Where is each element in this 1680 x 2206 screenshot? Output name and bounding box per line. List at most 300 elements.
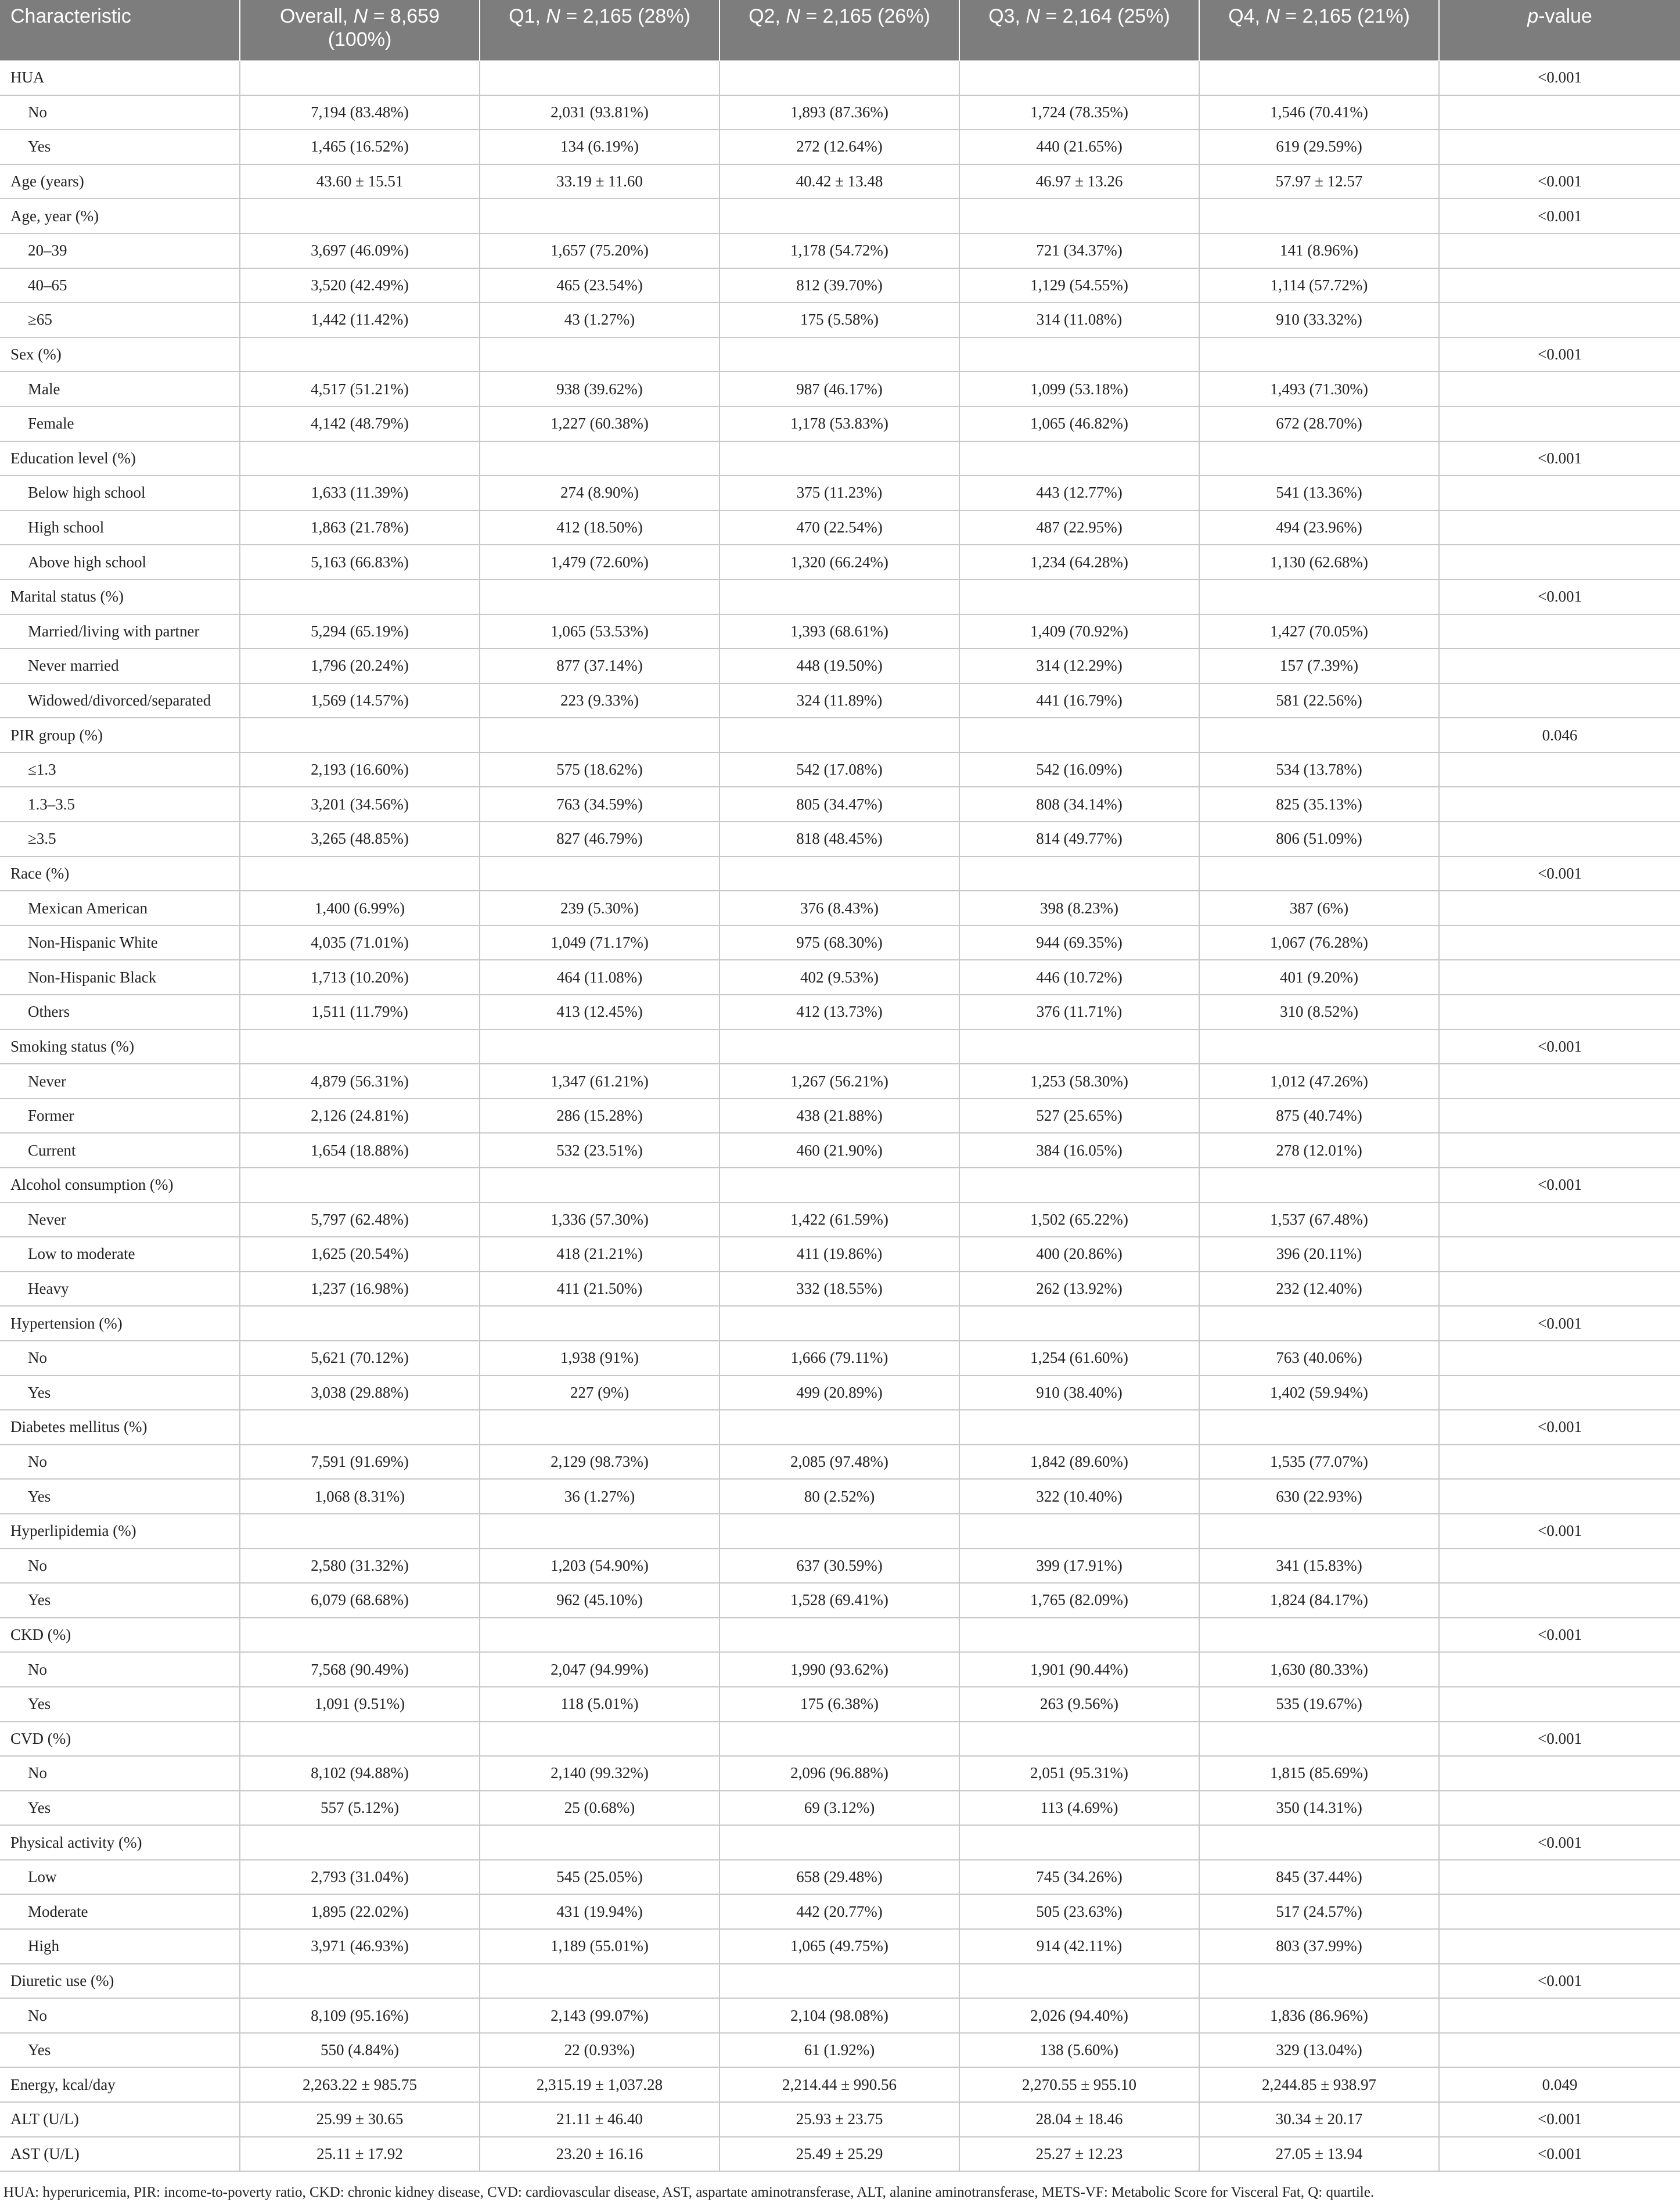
- cell-q4: 494 (23.96%): [1199, 510, 1439, 545]
- cell-q2: [720, 1722, 959, 1757]
- cell-q3: 263 (9.56%): [959, 1687, 1199, 1722]
- cell-pvalue: [1439, 1998, 1680, 2033]
- row-label: 1.3–3.5: [0, 787, 240, 822]
- cell-q3: 443 (12.77%): [959, 476, 1199, 510]
- row-label: Non-Hispanic White: [0, 926, 240, 960]
- row-label: Below high school: [0, 476, 240, 510]
- row-label: Low to moderate: [0, 1237, 240, 1272]
- cell-q4: 806 (51.09%): [1199, 822, 1439, 857]
- cell-q3: 808 (34.14%): [959, 787, 1199, 822]
- cell-q3: 745 (34.26%): [959, 1860, 1199, 1895]
- cell-pvalue: [1439, 1099, 1680, 1133]
- cell-q2: [720, 1964, 959, 1999]
- cell-q1: 21.11 ± 46.40: [480, 2102, 720, 2137]
- cell-pvalue: [1439, 303, 1680, 337]
- cell-q3: [959, 857, 1199, 891]
- cell-pvalue: [1439, 1583, 1680, 1618]
- cell-q3: 399 (17.91%): [959, 1549, 1199, 1584]
- cell-q2: [720, 1168, 959, 1203]
- cell-q3: 400 (20.86%): [959, 1237, 1199, 1272]
- cell-q4: [1199, 1964, 1439, 1999]
- cell-pvalue: [1439, 1203, 1680, 1237]
- table-row: [0, 960, 1680, 995]
- cell-q1: 418 (21.21%): [480, 1237, 720, 1272]
- cell-q2: 175 (5.58%): [720, 303, 959, 337]
- cell-q1: 1,347 (61.21%): [480, 1064, 720, 1099]
- cell-q3: 376 (11.71%): [959, 995, 1199, 1030]
- table-row: [0, 614, 1680, 649]
- table-row: [0, 1860, 1680, 1895]
- cell-q1: 1,479 (72.60%): [480, 545, 720, 580]
- cell-q2: 812 (39.70%): [720, 268, 959, 303]
- cell-q3: 814 (49.77%): [959, 822, 1199, 857]
- cell-pvalue: [1439, 2033, 1680, 2068]
- cell-q2: 448 (19.50%): [720, 649, 959, 683]
- cell-q3: 446 (10.72%): [959, 960, 1199, 995]
- header-overall-line2: (100%): [328, 28, 392, 51]
- cell-q3: 910 (38.40%): [959, 1376, 1199, 1410]
- cell-overall: [240, 580, 480, 614]
- header-overall-line1: Overall, N = 8,659: [280, 5, 440, 27]
- cell-q3: 384 (16.05%): [959, 1133, 1199, 1168]
- cell-q1: 274 (8.90%): [480, 476, 720, 510]
- cell-q3: [959, 441, 1199, 476]
- table-row: [0, 995, 1680, 1030]
- cell-overall: 2,263.22 ± 985.75: [240, 2067, 480, 2102]
- cell-pvalue: [1439, 372, 1680, 406]
- row-label: Former: [0, 1099, 240, 1133]
- cell-pvalue: [1439, 545, 1680, 580]
- cell-overall: 4,879 (56.31%): [240, 1064, 480, 1099]
- cell-pvalue: [1439, 1064, 1680, 1099]
- cell-pvalue: <0.001: [1439, 1410, 1680, 1445]
- cell-q2: 470 (22.54%): [720, 510, 959, 545]
- cell-q4: 350 (14.31%): [1199, 1791, 1439, 1826]
- cell-q1: 532 (23.51%): [480, 1133, 720, 1168]
- cell-q4: 541 (13.36%): [1199, 476, 1439, 510]
- cell-q4: 1,815 (85.69%): [1199, 1756, 1439, 1791]
- cell-q3: 914 (42.11%): [959, 1929, 1199, 1964]
- cell-q2: 2,104 (98.08%): [720, 1998, 959, 2033]
- cell-q2: 1,178 (53.83%): [720, 406, 959, 441]
- cell-q3: 1,765 (82.09%): [959, 1583, 1199, 1618]
- cell-q1: [480, 441, 720, 476]
- table-header: [0, 0, 1680, 60]
- cell-overall: 3,971 (46.93%): [240, 1929, 480, 1964]
- row-label: No: [0, 1445, 240, 1480]
- row-label: Smoking status (%): [0, 1030, 240, 1064]
- cell-q4: 581 (22.56%): [1199, 683, 1439, 718]
- table-footnote: HUA: hyperuricemia, PIR: income-to-poverty ratio, CKD: chronic kidney disease, CVD: cardiovascular disease, AST, aspartate aminotransferase, ALT, alanine aminotransferase, METS-VF: Metabolic Score for Visceral Fat, Q: quartile.: [3, 2185, 1375, 2200]
- table-row: [0, 1929, 1680, 1964]
- cell-overall: 5,163 (66.83%): [240, 545, 480, 580]
- cell-pvalue: [1439, 1687, 1680, 1722]
- cell-q3: 542 (16.09%): [959, 753, 1199, 787]
- cell-q2: 438 (21.88%): [720, 1099, 959, 1133]
- cell-pvalue: [1439, 406, 1680, 441]
- cell-q1: [480, 1618, 720, 1653]
- cell-q3: 322 (10.40%): [959, 1479, 1199, 1514]
- cell-overall: [240, 857, 480, 891]
- cell-pvalue: [1439, 510, 1680, 545]
- table-row: [0, 649, 1680, 683]
- cell-q3: 944 (69.35%): [959, 926, 1199, 960]
- cell-q1: 227 (9%): [480, 1376, 720, 1410]
- cell-q4: 157 (7.39%): [1199, 649, 1439, 683]
- row-label: Hyperlipidemia (%): [0, 1514, 240, 1549]
- cell-overall: 25.11 ± 17.92: [240, 2137, 480, 2172]
- cell-pvalue: [1439, 1756, 1680, 1791]
- cell-pvalue: [1439, 1860, 1680, 1895]
- cell-q3: 441 (16.79%): [959, 683, 1199, 718]
- cell-q1: 1,203 (54.90%): [480, 1549, 720, 1584]
- cell-q1: 23.20 ± 16.16: [480, 2137, 720, 2172]
- cell-pvalue: <0.001: [1439, 60, 1680, 95]
- cell-q1: 36 (1.27%): [480, 1479, 720, 1514]
- cell-q1: 33.19 ± 11.60: [480, 164, 720, 199]
- cell-overall: 2,193 (16.60%): [240, 753, 480, 787]
- cell-q4: 1,012 (47.26%): [1199, 1064, 1439, 1099]
- cell-q4: [1199, 857, 1439, 891]
- cell-q1: 465 (23.54%): [480, 268, 720, 303]
- cell-q3: 440 (21.65%): [959, 129, 1199, 164]
- header-q1: Q1, N = 2,165 (28%): [480, 0, 720, 60]
- cell-q4: 534 (13.78%): [1199, 753, 1439, 787]
- cell-q4: [1199, 1306, 1439, 1341]
- cell-q1: 763 (34.59%): [480, 787, 720, 822]
- cell-pvalue: <0.001: [1439, 2102, 1680, 2137]
- table-row: [0, 1549, 1680, 1584]
- row-label: Others: [0, 995, 240, 1030]
- row-label: CVD (%): [0, 1722, 240, 1757]
- table-row: [0, 510, 1680, 545]
- cell-q3: 1,065 (46.82%): [959, 406, 1199, 441]
- cell-q3: [959, 1030, 1199, 1064]
- table-row: [0, 787, 1680, 822]
- cell-q4: 232 (12.40%): [1199, 1272, 1439, 1307]
- header-overall: [240, 0, 480, 60]
- row-label: Never: [0, 1064, 240, 1099]
- cell-q2: 460 (21.90%): [720, 1133, 959, 1168]
- table-row: [0, 1272, 1680, 1307]
- cell-q4: 396 (20.11%): [1199, 1237, 1439, 1272]
- cell-overall: [240, 1410, 480, 1445]
- row-label: Physical activity (%): [0, 1825, 240, 1860]
- cell-q2: 402 (9.53%): [720, 960, 959, 995]
- cell-q3: 1,502 (65.22%): [959, 1203, 1199, 1237]
- cell-overall: 1,895 (22.02%): [240, 1894, 480, 1929]
- cell-overall: 5,621 (70.12%): [240, 1341, 480, 1376]
- table-row: [0, 683, 1680, 718]
- row-label: Yes: [0, 1687, 240, 1722]
- cell-q1: [480, 1306, 720, 1341]
- cell-q1: 223 (9.33%): [480, 683, 720, 718]
- cell-q4: 310 (8.52%): [1199, 995, 1439, 1030]
- cell-overall: 1,633 (11.39%): [240, 476, 480, 510]
- cell-q4: [1199, 337, 1439, 372]
- cell-pvalue: [1439, 995, 1680, 1030]
- cell-q4: 401 (9.20%): [1199, 960, 1439, 995]
- cell-pvalue: <0.001: [1439, 1306, 1680, 1341]
- cell-q3: 1,409 (70.92%): [959, 614, 1199, 649]
- table-row: [0, 1583, 1680, 1618]
- table-row: [0, 545, 1680, 580]
- cell-q2: [720, 1030, 959, 1064]
- table-row: [0, 926, 1680, 960]
- cell-overall: [240, 199, 480, 233]
- table-row: [0, 822, 1680, 857]
- cell-q2: [720, 718, 959, 753]
- cell-q3: 1,842 (89.60%): [959, 1445, 1199, 1480]
- cell-q3: 2,026 (94.40%): [959, 1998, 1199, 2033]
- row-label: HUA: [0, 60, 240, 95]
- row-label: Alcohol consumption (%): [0, 1168, 240, 1203]
- row-label: Education level (%): [0, 441, 240, 476]
- cell-q3: [959, 1306, 1199, 1341]
- table-row: [0, 95, 1680, 130]
- cell-pvalue: <0.001: [1439, 164, 1680, 199]
- cell-overall: [240, 337, 480, 372]
- table-row: [0, 199, 1680, 233]
- cell-q1: [480, 1168, 720, 1203]
- cell-q2: 658 (29.48%): [720, 1860, 959, 1895]
- table-row: [0, 1341, 1680, 1376]
- cell-q4: 803 (37.99%): [1199, 1929, 1439, 1964]
- table-row: [0, 164, 1680, 199]
- table-row: [0, 1618, 1680, 1653]
- cell-q3: [959, 1964, 1199, 1999]
- cell-overall: 2,126 (24.81%): [240, 1099, 480, 1133]
- cell-q1: 1,049 (71.17%): [480, 926, 720, 960]
- header-q2: Q2, N = 2,165 (26%): [720, 0, 959, 60]
- cell-q2: 324 (11.89%): [720, 683, 959, 718]
- table-row: [0, 372, 1680, 406]
- cell-pvalue: [1439, 614, 1680, 649]
- cell-overall: 1,713 (10.20%): [240, 960, 480, 995]
- cell-q1: 2,143 (99.07%): [480, 1998, 720, 2033]
- cell-pvalue: <0.001: [1439, 1030, 1680, 1064]
- cell-q4: [1199, 1618, 1439, 1653]
- cell-q3: 1,129 (54.55%): [959, 268, 1199, 303]
- cell-q3: 314 (11.08%): [959, 303, 1199, 337]
- cell-pvalue: [1439, 822, 1680, 857]
- cell-q4: 1,535 (77.07%): [1199, 1445, 1439, 1480]
- cell-pvalue: <0.001: [1439, 1514, 1680, 1549]
- cell-overall: [240, 1514, 480, 1549]
- cell-q2: 1,393 (68.61%): [720, 614, 959, 649]
- cell-q1: 2,140 (99.32%): [480, 1756, 720, 1791]
- row-label: Low: [0, 1860, 240, 1895]
- cell-q4: 278 (12.01%): [1199, 1133, 1439, 1168]
- row-label: AST (U/L): [0, 2137, 240, 2172]
- cell-q2: 637 (30.59%): [720, 1549, 959, 1584]
- cell-pvalue: 0.046: [1439, 718, 1680, 753]
- cell-q4: [1199, 1722, 1439, 1757]
- cell-pvalue: [1439, 683, 1680, 718]
- cell-q1: 1,336 (57.30%): [480, 1203, 720, 1237]
- cell-overall: 4,142 (48.79%): [240, 406, 480, 441]
- cell-q4: 619 (29.59%): [1199, 129, 1439, 164]
- cell-q2: [720, 1410, 959, 1445]
- cell-q1: 25 (0.68%): [480, 1791, 720, 1826]
- cell-pvalue: [1439, 1894, 1680, 1929]
- cell-overall: 1,625 (20.54%): [240, 1237, 480, 1272]
- cell-q3: 28.04 ± 18.46: [959, 2102, 1199, 2137]
- cell-q2: [720, 1514, 959, 1549]
- cell-q2: 2,214.44 ± 990.56: [720, 2067, 959, 2102]
- cell-q2: 2,096 (96.88%): [720, 1756, 959, 1791]
- cell-overall: 1,465 (16.52%): [240, 129, 480, 164]
- cell-q2: [720, 1618, 959, 1653]
- cell-q1: 2,315.19 ± 1,037.28: [480, 2067, 720, 2102]
- cell-q2: 25.49 ± 25.29: [720, 2137, 959, 2172]
- cell-pvalue: [1439, 1272, 1680, 1307]
- cell-overall: 7,591 (91.69%): [240, 1445, 480, 1480]
- cell-q1: 464 (11.08%): [480, 960, 720, 995]
- row-label: Age (years): [0, 164, 240, 199]
- row-label: Moderate: [0, 1894, 240, 1929]
- cell-overall: 557 (5.12%): [240, 1791, 480, 1826]
- cell-q4: 30.34 ± 20.17: [1199, 2102, 1439, 2137]
- cell-pvalue: [1439, 129, 1680, 164]
- cell-pvalue: <0.001: [1439, 199, 1680, 233]
- cell-q4: 1,402 (59.94%): [1199, 1376, 1439, 1410]
- cell-q1: 118 (5.01%): [480, 1687, 720, 1722]
- cell-q1: 412 (18.50%): [480, 510, 720, 545]
- cell-q1: 1,189 (55.01%): [480, 1929, 720, 1964]
- table-row: [0, 2067, 1680, 2102]
- cell-overall: [240, 1306, 480, 1341]
- cell-q2: 1,666 (79.11%): [720, 1341, 959, 1376]
- cell-q2: 80 (2.52%): [720, 1479, 959, 1514]
- row-label: Yes: [0, 1376, 240, 1410]
- cell-q2: 1,422 (61.59%): [720, 1203, 959, 1237]
- cell-q3: [959, 337, 1199, 372]
- row-label: Never married: [0, 649, 240, 683]
- cell-q4: 845 (37.44%): [1199, 1860, 1439, 1895]
- cell-overall: [240, 1030, 480, 1064]
- cell-q2: 818 (48.45%): [720, 822, 959, 857]
- row-label: Yes: [0, 1479, 240, 1514]
- cell-overall: 3,520 (42.49%): [240, 268, 480, 303]
- cell-overall: 1,442 (11.42%): [240, 303, 480, 337]
- cell-q1: 2,047 (94.99%): [480, 1652, 720, 1687]
- row-label: No: [0, 95, 240, 130]
- table-row: [0, 1514, 1680, 1549]
- cell-q2: 375 (11.23%): [720, 476, 959, 510]
- cell-q1: 1,938 (91%): [480, 1341, 720, 1376]
- cell-pvalue: [1439, 926, 1680, 960]
- cell-q3: 1,234 (64.28%): [959, 545, 1199, 580]
- row-label: Marital status (%): [0, 580, 240, 614]
- cell-q2: 61 (1.92%): [720, 2033, 959, 2068]
- table-row: [0, 1756, 1680, 1791]
- cell-pvalue: [1439, 1237, 1680, 1272]
- cell-q2: 499 (20.89%): [720, 1376, 959, 1410]
- cell-q1: [480, 199, 720, 233]
- table-row: [0, 268, 1680, 303]
- cell-q1: [480, 580, 720, 614]
- cell-q1: [480, 1964, 720, 1999]
- cell-q4: 329 (13.04%): [1199, 2033, 1439, 2068]
- row-label: Diabetes mellitus (%): [0, 1410, 240, 1445]
- table-row: [0, 1168, 1680, 1203]
- row-label: Yes: [0, 1583, 240, 1618]
- cell-q2: 175 (6.38%): [720, 1687, 959, 1722]
- cell-pvalue: [1439, 233, 1680, 268]
- cell-overall: 4,517 (51.21%): [240, 372, 480, 406]
- cell-pvalue: <0.001: [1439, 441, 1680, 476]
- cell-q1: 431 (19.94%): [480, 1894, 720, 1929]
- cell-q4: 141 (8.96%): [1199, 233, 1439, 268]
- cell-q2: 2,085 (97.48%): [720, 1445, 959, 1480]
- cell-overall: 3,038 (29.88%): [240, 1376, 480, 1410]
- cell-q3: 314 (12.29%): [959, 649, 1199, 683]
- cell-q3: 721 (34.37%): [959, 233, 1199, 268]
- row-label: Mexican American: [0, 891, 240, 926]
- cell-pvalue: [1439, 1341, 1680, 1376]
- cell-pvalue: [1439, 1479, 1680, 1514]
- cell-overall: 1,654 (18.88%): [240, 1133, 480, 1168]
- cell-q3: 527 (25.65%): [959, 1099, 1199, 1133]
- cell-q1: 411 (21.50%): [480, 1272, 720, 1307]
- cell-q1: 2,129 (98.73%): [480, 1445, 720, 1480]
- cell-q3: 505 (23.63%): [959, 1894, 1199, 1929]
- cell-overall: 7,568 (90.49%): [240, 1652, 480, 1687]
- cell-pvalue: 0.049: [1439, 2067, 1680, 2102]
- cell-overall: [240, 60, 480, 95]
- cell-q1: 43 (1.27%): [480, 303, 720, 337]
- table-body: [0, 60, 1680, 2171]
- cell-pvalue: [1439, 1376, 1680, 1410]
- table-row: [0, 1445, 1680, 1480]
- table-row: [0, 891, 1680, 926]
- cell-q4: 1,114 (57.72%): [1199, 268, 1439, 303]
- row-label: Never: [0, 1203, 240, 1237]
- cell-q3: 138 (5.60%): [959, 2033, 1199, 2068]
- row-label: No: [0, 1341, 240, 1376]
- cell-q1: 962 (45.10%): [480, 1583, 720, 1618]
- cell-overall: 8,109 (95.16%): [240, 1998, 480, 2033]
- cell-q3: [959, 1825, 1199, 1860]
- cell-q3: [959, 1514, 1199, 1549]
- cell-q2: 975 (68.30%): [720, 926, 959, 960]
- cell-overall: [240, 1618, 480, 1653]
- table-row: [0, 1410, 1680, 1445]
- cell-q1: [480, 1514, 720, 1549]
- cell-q3: [959, 1410, 1199, 1445]
- cell-q2: 442 (20.77%): [720, 1894, 959, 1929]
- row-label: No: [0, 1549, 240, 1584]
- cell-q1: 545 (25.05%): [480, 1860, 720, 1895]
- cell-q4: [1199, 1030, 1439, 1064]
- cell-pvalue: <0.001: [1439, 1964, 1680, 1999]
- row-label: Diuretic use (%): [0, 1964, 240, 1999]
- cell-q3: 2,051 (95.31%): [959, 1756, 1199, 1791]
- header-q3: Q3, N = 2,164 (25%): [959, 0, 1199, 60]
- cell-q1: [480, 1722, 720, 1757]
- cell-q4: 57.97 ± 12.57: [1199, 164, 1439, 199]
- cell-q1: 1,657 (75.20%): [480, 233, 720, 268]
- cell-q2: [720, 580, 959, 614]
- cell-overall: 3,201 (34.56%): [240, 787, 480, 822]
- table-row: [0, 2033, 1680, 2068]
- cell-q1: 938 (39.62%): [480, 372, 720, 406]
- row-label: Energy, kcal/day: [0, 2067, 240, 2102]
- cell-q1: 286 (15.28%): [480, 1099, 720, 1133]
- cell-q4: [1199, 1168, 1439, 1203]
- table-row: [0, 441, 1680, 476]
